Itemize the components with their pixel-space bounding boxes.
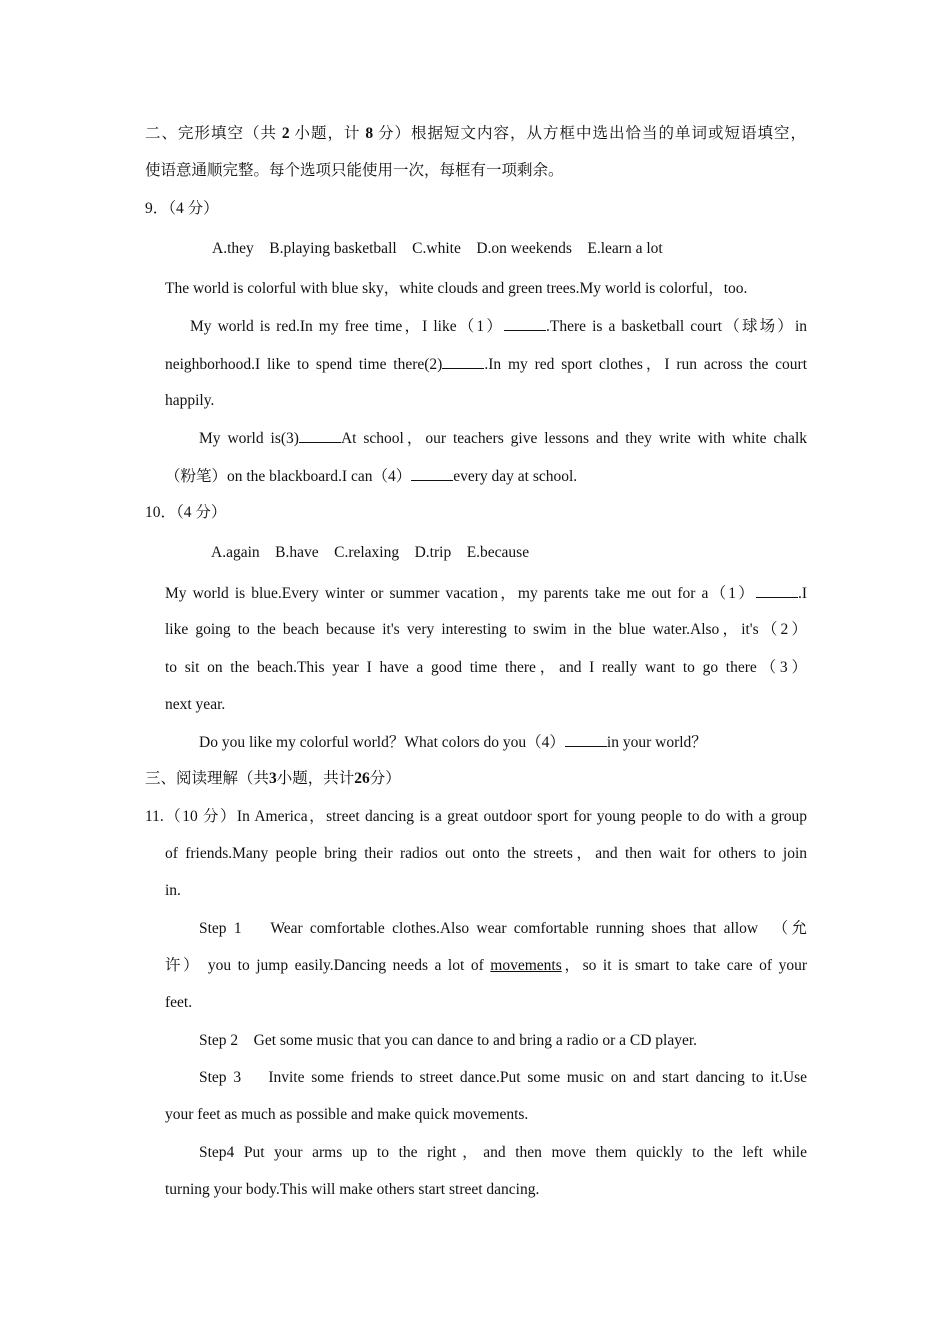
answer-blank-3[interactable]	[299, 428, 341, 443]
underlined-word: movements	[490, 957, 562, 974]
q10-paragraph-1-line-3: to sit on the beach.This year I have a good time there，and I really want to go there（3）	[165, 659, 807, 676]
q11-step-2: Step 2 Get some music that you can dance to and bring a radio or a CD player.	[199, 1032, 698, 1049]
q9-paragraph-3-line-1	[199, 428, 807, 449]
section-2-instructions: 使语意通顺完整。每个选项只能使用一次，每框有一项剩余。	[145, 162, 564, 179]
text: every day at school.	[453, 468, 578, 485]
q10-label: 10．（4 分）	[145, 504, 227, 521]
text: My world is(3)	[199, 430, 299, 447]
question-count: 3	[269, 770, 277, 787]
heading-text: 二、完形填空（共	[145, 125, 277, 142]
heading-text: 分）	[369, 770, 401, 787]
text: My world is blue.Every winter or summer vacation，my parents take me out for a（1）	[165, 585, 756, 602]
text: neighborhood.I like to spend time there(2)	[165, 356, 443, 373]
q11-step-3-line-1: Step 3 Invite some friends to street dance.Put some music on and start dancing to it.Use	[199, 1069, 807, 1086]
text: .There is a basketball court（球场）in	[546, 318, 808, 335]
q11-step-1-line-1: Step 1 Wear comfortable clothes.Also wear comfortable running shoes that allow （允	[199, 920, 807, 937]
text: 许） you to jump easily.Dancing needs a lot of	[165, 957, 484, 974]
q10-options-box: A.again B.have C.relaxing D.trip E.because	[211, 544, 530, 561]
q10-paragraph-1-line-1	[165, 583, 807, 604]
answer-blank-1[interactable]	[756, 583, 798, 598]
question-count: 2	[281, 125, 290, 142]
text: Do you like my colorful world？What colors do you（4）	[199, 734, 565, 751]
heading-text: 三、阅读理解（共	[145, 770, 270, 787]
text: .In my red sport clothes，I run across the court	[484, 356, 807, 373]
q10-paragraph-1-line-4: next year.	[165, 696, 226, 713]
q10-paragraph-1-line-2: like going to the beach because it's very interesting to swim in the blue water.Also，it's（2）	[165, 621, 807, 638]
q11-step-1-line-3: feet.	[165, 994, 193, 1011]
score-value: 26	[354, 770, 370, 787]
section-3-heading	[145, 769, 401, 789]
answer-blank-4[interactable]	[411, 466, 453, 481]
text: （粉笔）on the blackboard.I can（4）	[165, 468, 412, 485]
section-2-heading	[145, 124, 806, 144]
q9-paragraph-2-line-2	[165, 354, 807, 375]
answer-blank-2[interactable]	[442, 354, 484, 369]
answer-blank-4[interactable]	[565, 732, 607, 747]
score-value: 8	[365, 125, 374, 142]
text: ，so it is smart to take care of your	[561, 957, 807, 974]
q9-paragraph-2-line-1	[190, 316, 807, 337]
heading-text: 小题，共计	[276, 770, 355, 787]
heading-text: 分）根据短文内容，从方框中选出恰当的单词或短语填空，	[378, 125, 806, 142]
text: At school，our teachers give lessons and they write with white chalk	[340, 430, 807, 447]
q11-step-3-line-2: your feet as much as possible and make quick movements.	[165, 1106, 529, 1123]
q11-step-1-line-2	[165, 956, 807, 976]
answer-blank-1[interactable]	[504, 316, 546, 331]
q9-paragraph-3-line-2	[165, 466, 577, 487]
q10-paragraph-2	[199, 732, 707, 753]
text: My world is red.In my free time，I like（1）	[190, 318, 505, 335]
q11-line-2: of friends.Many people bring their radios out onto the streets，and then wait for others to join	[165, 845, 807, 862]
q11-line-1: 11.（10 分）In America，street dancing is a great outdoor sport for young people to do with a group	[145, 808, 807, 825]
q9-options-box: A.they B.playing basketball C.white D.on weekends E.learn a lot	[212, 240, 663, 257]
heading-text: 小题，计	[294, 125, 361, 142]
q11-step-4-line-2: turning your body.This will make others start street dancing.	[165, 1181, 540, 1198]
q9-label: 9．（4 分）	[145, 200, 219, 217]
q11-step-4-line-1: Step4 Put your arms up to the right，and then move them quickly to the left while	[199, 1144, 807, 1161]
q9-paragraph-1: The world is colorful with blue sky，white clouds and green trees.My world is colorful，too.	[165, 280, 748, 297]
q11-line-3: in.	[165, 882, 181, 899]
text: .I	[797, 585, 807, 602]
text: in your world？	[606, 734, 707, 751]
q9-paragraph-2-line-3: happily.	[165, 392, 215, 409]
